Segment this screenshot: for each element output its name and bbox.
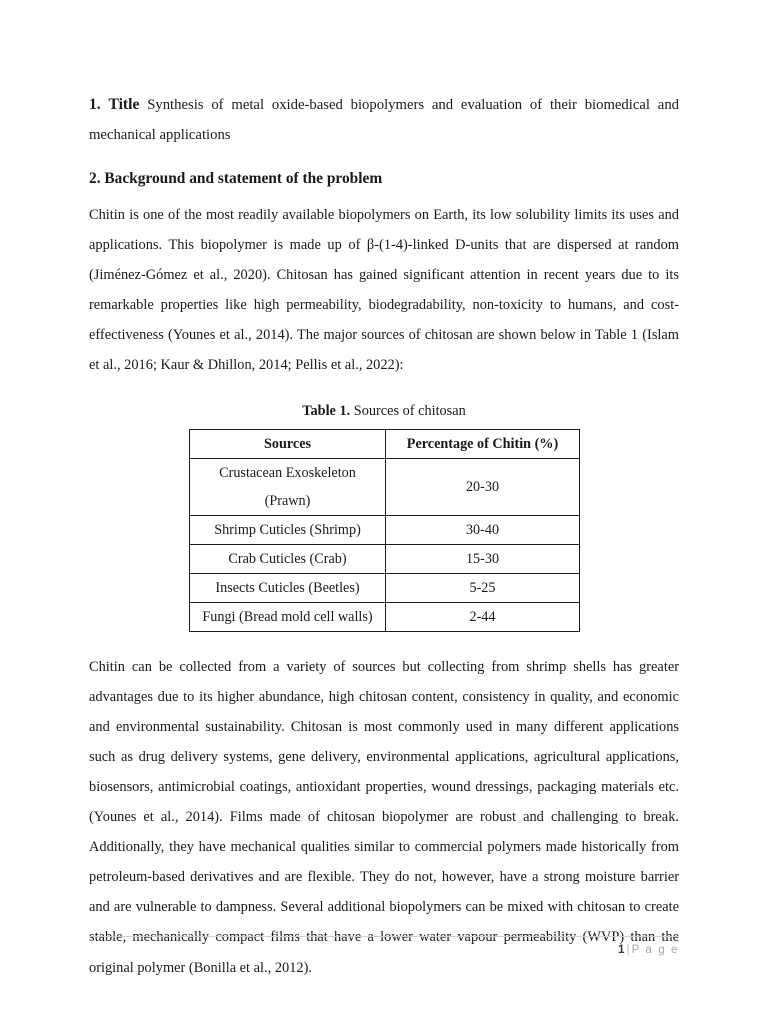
- table-row: [190, 544, 580, 573]
- footer-page-number: 1: [618, 944, 625, 956]
- document-title-line: [89, 90, 679, 150]
- table-body: [190, 458, 580, 631]
- cell-percentage-value: 20-30: [465, 478, 500, 495]
- section-heading: 2. Background and statement of the problem: [89, 170, 383, 187]
- cell-source: Crab Cuticles (Crab): [190, 544, 386, 573]
- table-row: [190, 458, 580, 515]
- paragraph-background-2: Chitin can be collected from a variety of sources but collecting from shrimp shells has greater advantages due to its higher abundance, high chitosan content, consistency in quality, and economic and environmental sustainability. Chitosan is most commonly used in many different applications such as drug delivery systems, gene delivery, environmental applications, agricultural applications, biosensors, antimicrobial coatings, antioxidant properties, wound dressings, packaging materials etc. (Younes et al., 2014). Films made of chitosan biopolymer are robust and challenging to break. Additionally, they have mechanical qualities similar to commercial polymers made historically from petroleum-based derivatives and are flexible. They do not, however, have a strong moisture barrier and are vulnerable to dampness. Several additional biopolymers can be mixed with chitosan to create stable, mechanically compact films that have a lower water vapour permeability (WVP) than the original polymer (Bonilla et al., 2012).: [89, 658, 679, 976]
- title-number-label: 1. Title: [89, 96, 140, 113]
- table-head: [190, 429, 580, 458]
- table-container: [189, 429, 679, 632]
- column-header-sources: Sources: [190, 429, 386, 458]
- table-caption-text: Sources of chitosan: [350, 402, 466, 419]
- cell-source: Shrimp Cuticles (Shrimp): [190, 515, 386, 544]
- cell-source-line2: (Prawn): [264, 492, 311, 509]
- cell-percentage: 15-30: [386, 544, 580, 573]
- table-caption-label: Table 1.: [302, 402, 351, 419]
- column-header-percentage: Percentage of Chitin (%): [386, 429, 580, 458]
- table-header-row: [190, 429, 580, 458]
- table-row: [190, 515, 580, 544]
- title-text: Synthesis of metal oxide-based biopolymers and evaluation of their biomedical and mechanical applications: [89, 97, 680, 143]
- cell-source-line1: Crustacean Exoskeleton: [219, 464, 356, 481]
- footer-separator: |: [626, 944, 630, 956]
- footer-page-indicator: [89, 937, 679, 956]
- cell-source: Insects Cuticles (Beetles): [190, 573, 386, 602]
- table-row: [190, 602, 580, 631]
- cell-percentage: [386, 458, 580, 515]
- sources-of-chitosan-table: [189, 429, 580, 632]
- cell-percentage: 5-25: [386, 573, 580, 602]
- cell-percentage: 30-40: [386, 515, 580, 544]
- page-content: [89, 90, 679, 983]
- cell-percentage: 2-44: [386, 602, 580, 631]
- table-caption: [89, 399, 679, 423]
- footer-page-label: P a g e: [631, 944, 679, 956]
- table-row: [190, 573, 580, 602]
- cell-source: [190, 458, 386, 515]
- paragraph-background-1: Chitin is one of the most readily available biopolymers on Earth, its low solubility limits its uses and applications. This biopolymer is made up of β-(1-4)-linked D-units that are dispersed at random (Jiménez-Gómez et al., 2020). Chitosan has gained significant attention in recent years due to its remarkable properties like high permeability, biodegradability, non-toxicity to humans, and cost-effectiveness (Younes et al., 2014). The major sources of chitosan are shown below in Table 1 (Islam et al., 2016; Kaur & Dhillon, 2014; Pellis et al., 2022):: [89, 207, 679, 374]
- cell-source: Fungi (Bread mold cell walls): [190, 602, 386, 631]
- page-footer: [89, 936, 679, 956]
